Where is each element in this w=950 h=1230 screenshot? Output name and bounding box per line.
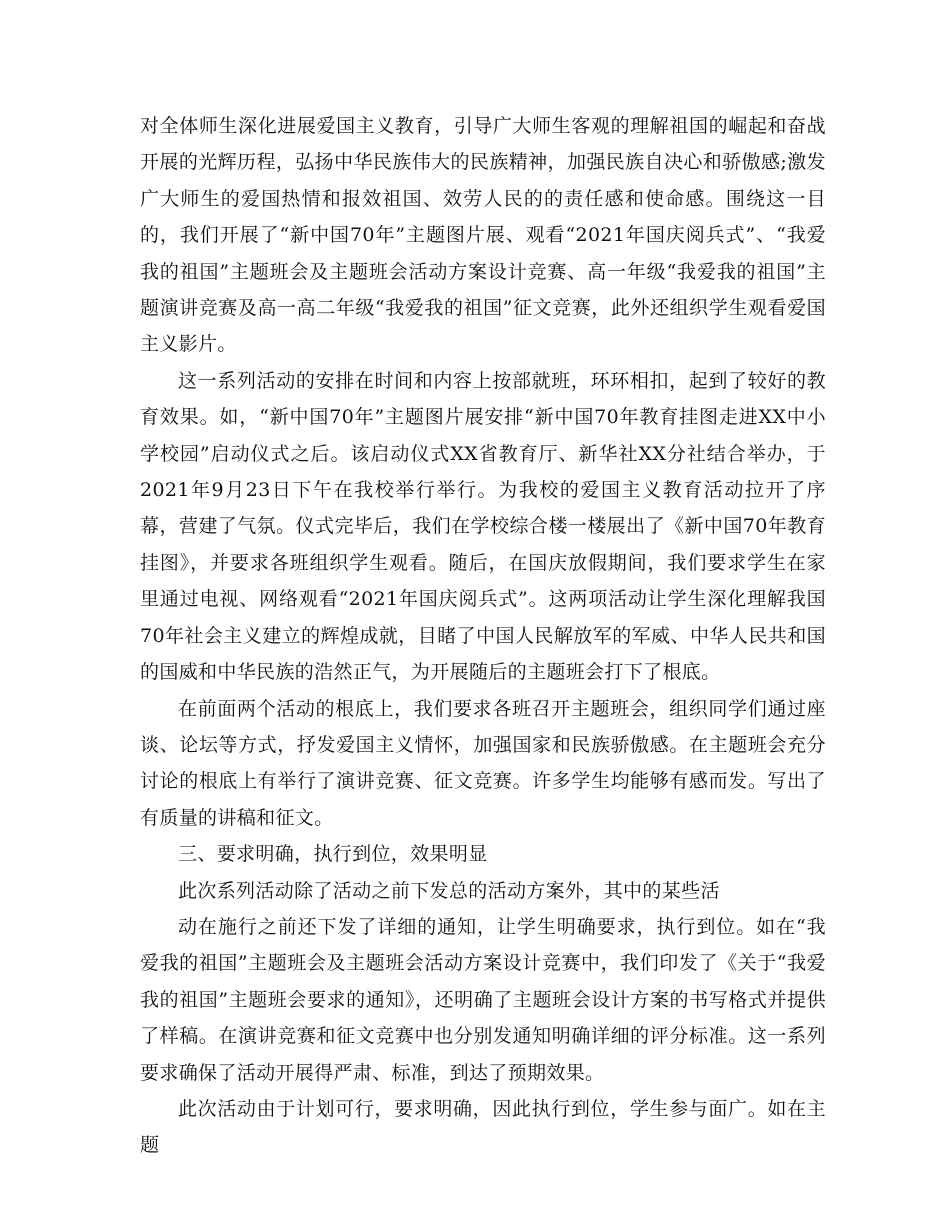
document-body xyxy=(140,108,826,1164)
paragraph-requirements-start: 此次系列活动除了活动之前下发总的活动方案外，其中的某些活 xyxy=(178,879,720,902)
paragraph-participation: 此次活动由于计划可行，要求明确，因此执行到位，学生参与面广。如在主题 xyxy=(140,1097,826,1157)
section-heading: 三、要求明确，执行到位，效果明显 xyxy=(178,843,488,866)
paragraph-requirements-details: 动在施行之前还下发了详细的通知，让学生明确要求，执行到位。如在“我爱我的祖国”主题班会及主题班会活动方案设计竞赛中，我们印发了《关于“我爱我的祖国”主题班会要求的通知》，还明确了主题班会设计方案的书写格式并提供了样稿。在演讲竞赛和征文竞赛中也分别发通知明确详细的评分标准。这一系列要求确保了活动开展得严肃、标准，到达了预期效果。 xyxy=(140,915,826,1084)
paragraph-class-meeting: 在前面两个活动的根底上，我们要求各班召开主题班会，组织同学们通过座谈、论坛等方式，抒发爱国主义情怀，加强国家和民族骄傲感。在主题班会充分讨论的根底上有举行了演讲竞赛、征文竞赛。许多学生均能够有感而发。写出了有质量的讲稿和征文。 xyxy=(140,697,826,829)
paragraph-continuation: 对全体师生深化进展爱国主义教育，引导广大师生客观的理解祖国的崛起和奋战开展的光辉历程，弘扬中华民族伟大的民族精神，加强民族自决心和骄傲感;激发广大师生的爱国热情和报效祖国、效劳人民的的责任感和使命感。围绕这一目的，我们开展了“新中国70年”主题图片展、观看“2021年国庆阅兵式”、“我爱我的祖国”主题班会及主题班会活动方案设计竞赛、高一年级“我爱我的祖国”主题演讲竞赛及高一高二年级“我爱我的祖国”征文竞赛，此外还组织学生观看爱国主义影片。 xyxy=(140,115,826,356)
paragraph-schedule: 这一系列活动的安排在时间和内容上按部就班，环环相扣，起到了较好的教育效果。如，“新中国70年”主题图片展安排“新中国70年教育挂图走进XX中小学校园”启动仪式之后。该启动仪式XX省教育厅、新华社XX分社结合举办，于2021年9月23日下午在我校举行举行。为我校的爱国主义教育活动拉开了序幕，营建了气氛。仪式完毕后，我们在学校综合楼一楼展出了《新中国70年教育挂图》，并要求各班组织学生观看。随后，在国庆放假期间，我们要求学生在家里通过电视、网络观看“2021年国庆阅兵式”。这两项活动让学生深化理解我国70年社会主义建立的辉煌成就，目睹了中国人民解放军的军威、中华人民共和国的国威和中华民族的浩然正气，为开展随后的主题班会打下了根底。 xyxy=(140,369,826,684)
